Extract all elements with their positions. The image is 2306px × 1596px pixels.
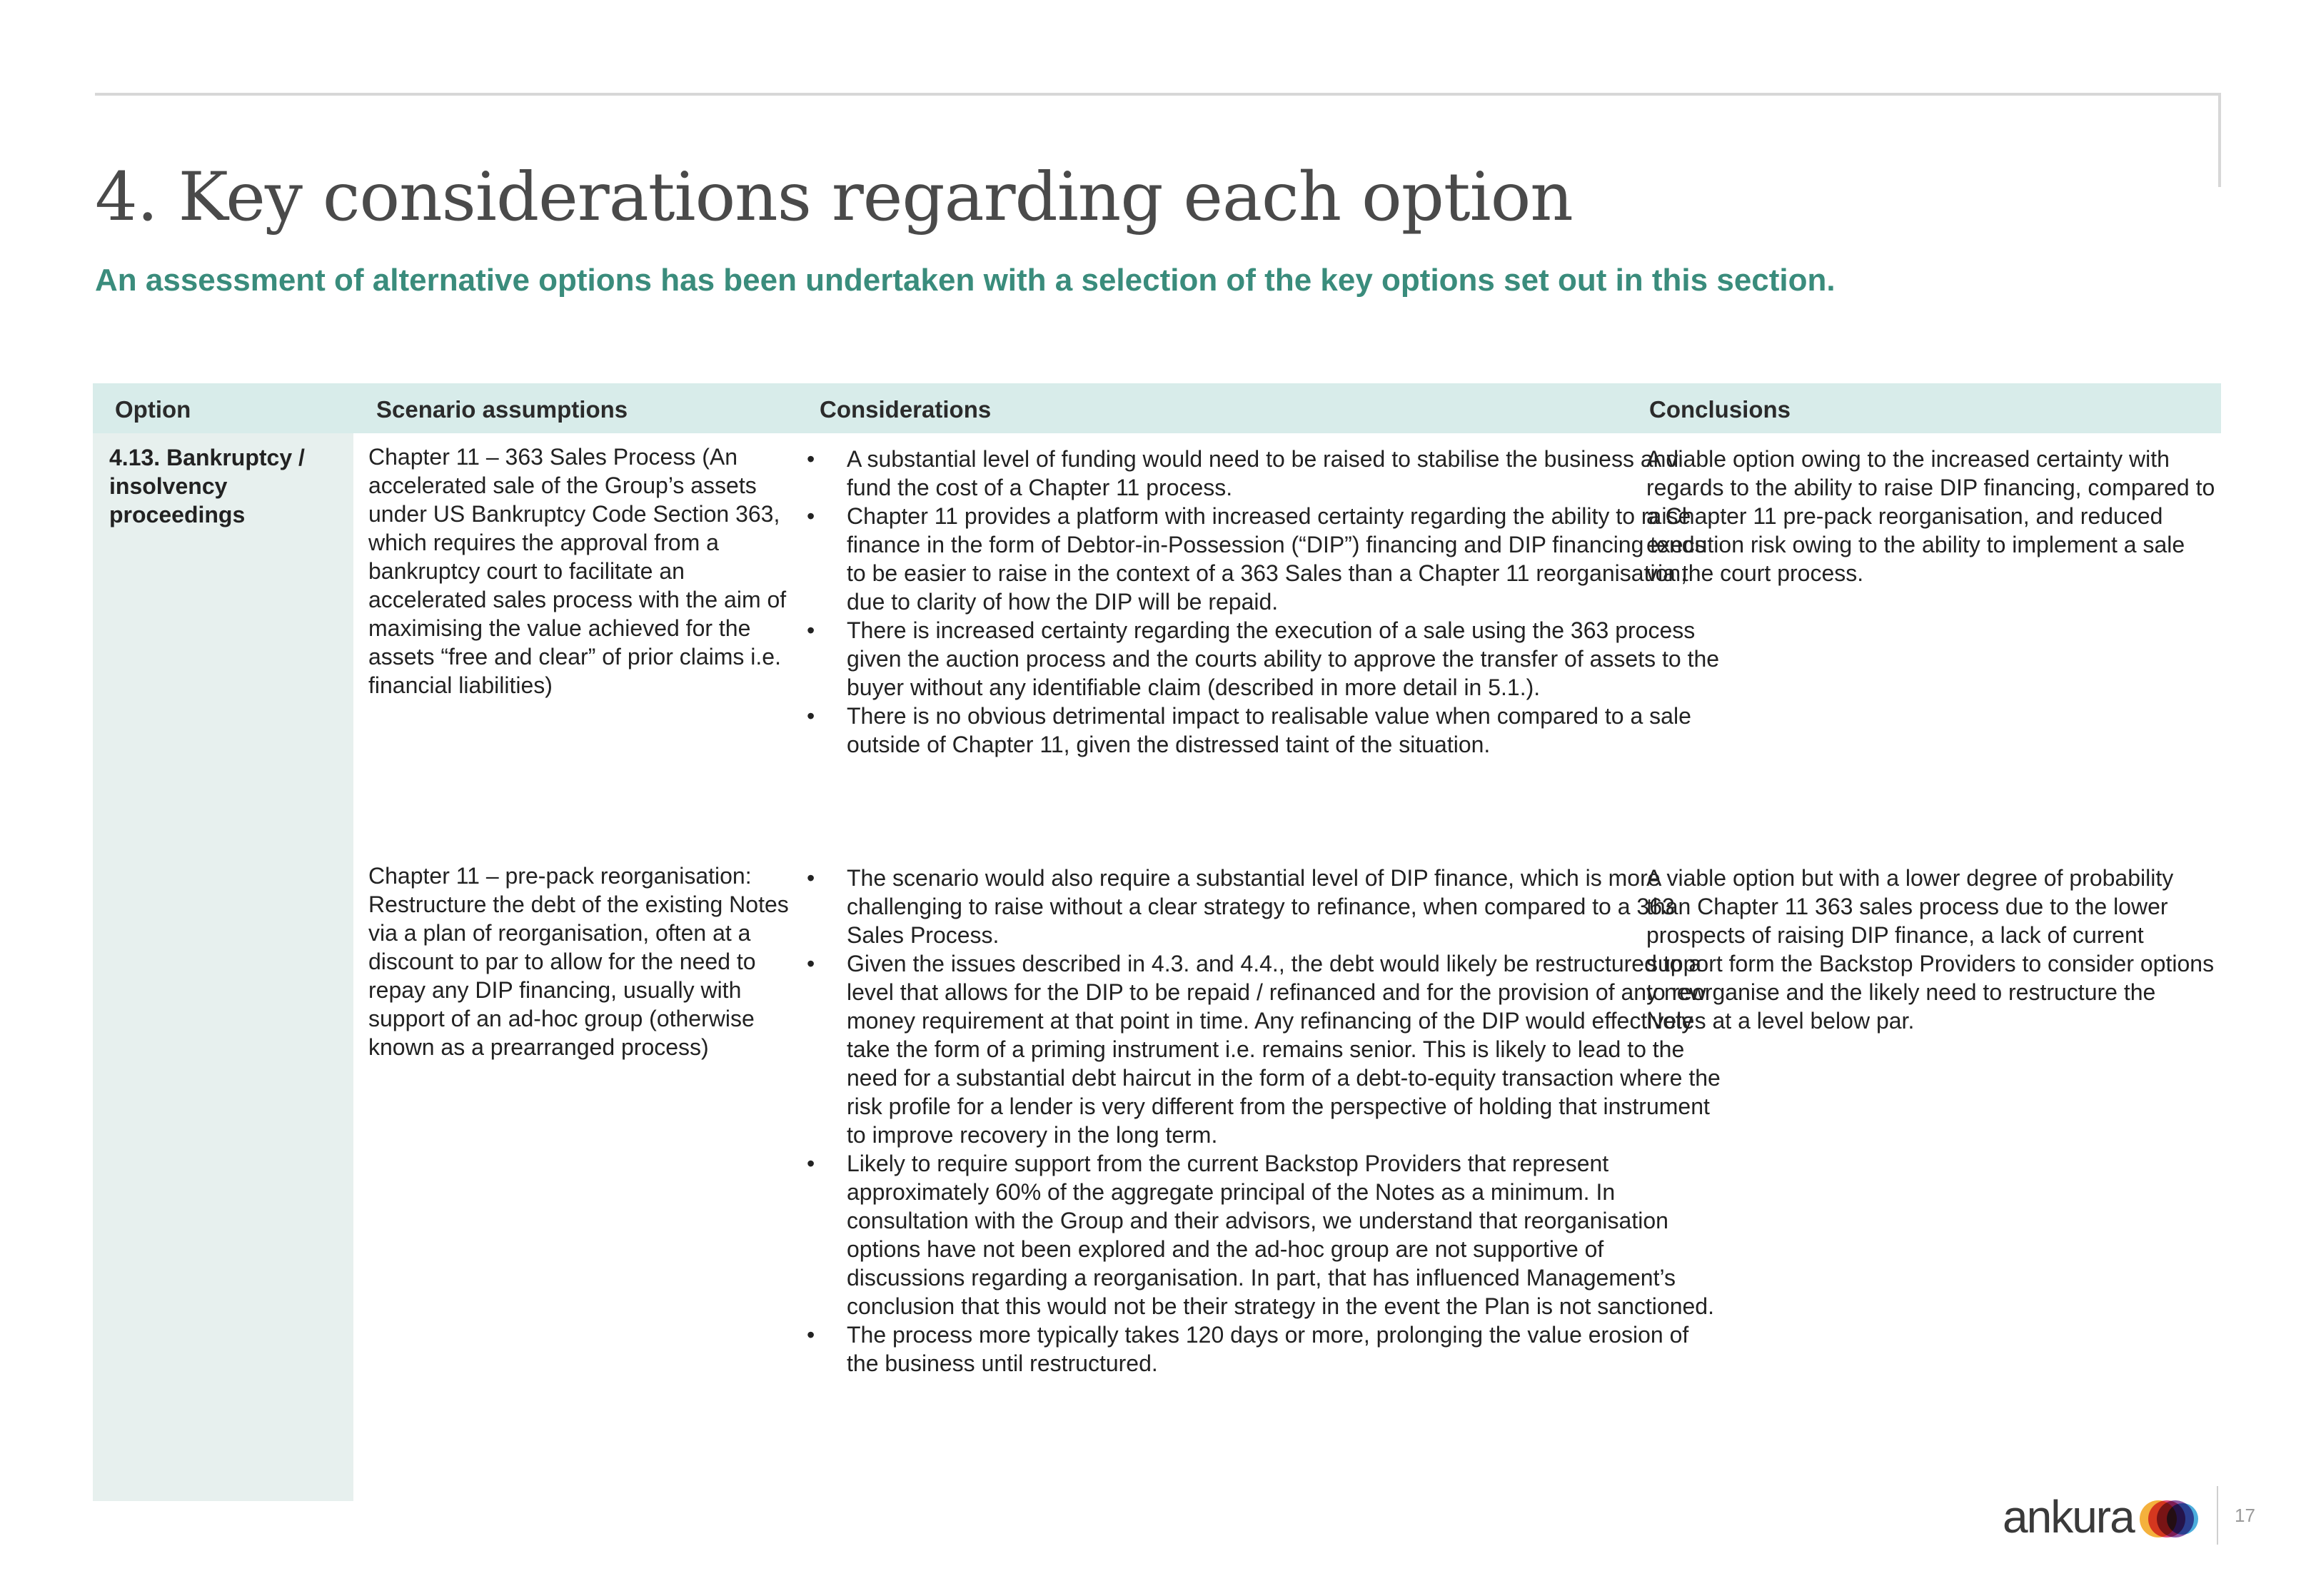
page-title: 4. Key considerations regarding each option xyxy=(95,158,1573,236)
list-item xyxy=(807,864,1721,949)
consideration-text: There is no obvious detrimental impact to realisable value when compared to a sale outside of Chapter 11, given the distressed taint of the situation. xyxy=(847,703,1691,757)
consideration-text: There is increased certainty regarding the execution of a sale using the 363 process given the auction process and the courts ability to approve the transfer of assets to the buyer without any identifiable claim (described in more detail in 5.1.). xyxy=(847,617,1720,700)
consideration-text: Given the issues described in 4.3. and 4.4., the debt would likely be restructured to a level that allows for the DIP to be repaid / refinanced and for the provision of any new money requirement at that point in time. Any refinancing of the DIP would effectively take the form of a priming instrument i.e. remains senior. This is likely to lead to the need for a substantial debt haircut in the form of a debt-to-equity transaction where the risk profile for a lender is very different from the perspective of holding that instrument to improve recovery in the long term. xyxy=(847,951,1721,1148)
bullet-icon: • xyxy=(807,503,815,529)
page-number: 17 xyxy=(2235,1505,2255,1526)
list-item xyxy=(807,1320,1721,1378)
list-item xyxy=(807,702,1721,759)
list-item xyxy=(807,1149,1721,1320)
conclusion: A viable option owing to the increased certainty with regards to the ability to raise DIP financing, compared to a Chapter 11 pre-pack reorganisation, and reduced execution risk owing to the ability to implement a sale via the court process. xyxy=(1646,446,2215,586)
list-item xyxy=(807,949,1721,1149)
header-scenario-assumptions: Scenario assumptions xyxy=(376,396,628,423)
consideration-text: The scenario would also require a substantial level of DIP finance, which is more challenging to raise without a clear strategy to refinance, when compared to a 363 Sales Process. xyxy=(847,865,1675,948)
header-considerations: Considerations xyxy=(820,396,992,423)
conclusion: A viable option but with a lower degree of probability than Chapter 11 363 sales process due to the lower prospects of raising DIP finance, a lack of current support form the Backstop Providers to consider options to reorganise and the likely need to restructure the Notes at a level below par. xyxy=(1646,865,2215,1034)
page-subtitle: An assessment of alternative options has been undertaken with a selection of the key options set out in this section. xyxy=(95,263,1836,298)
list-item xyxy=(807,445,1721,502)
list-item xyxy=(807,502,1721,616)
bullet-icon: • xyxy=(807,1322,815,1348)
top-divider xyxy=(95,93,2221,96)
consideration-text: Chapter 11 provides a platform with increased certainty regarding the ability to raise finance in the form of Debtor-in-Possession (“DIP”) financing and DIP financing tends to be easier to raise in the context of a 363 Sales than a Chapter 11 reorganisation, due to clarity of how the DIP will be repaid. xyxy=(847,503,1706,615)
scenario-assumption: Chapter 11 – 363 Sales Process (An accelerated sale of the Group’s assets under US Bankruptcy Code Section 363, which requires the approval from a bankruptcy court to facilitate an accelerated sales process with the aim of maximising the value achieved for the assets “free and clear” of prior claims i.e. financial liabilities) xyxy=(368,444,787,698)
option-label: 4.13. Bankruptcy / insolvency proceedings xyxy=(109,445,305,527)
header-conclusions: Conclusions xyxy=(1649,396,1791,423)
table-header xyxy=(93,383,2221,433)
list-item xyxy=(807,616,1721,702)
bullet-icon: • xyxy=(807,446,815,472)
considerations-list xyxy=(807,864,1721,1378)
bullet-icon: • xyxy=(807,703,815,729)
top-divider-corner xyxy=(2218,93,2221,187)
bullet-icon: • xyxy=(807,617,815,643)
option-column xyxy=(93,433,353,1501)
consideration-text: A substantial level of funding would need to be raised to stabilise the business and fund the cost of a Chapter 11 process. xyxy=(847,446,1679,500)
bullet-icon: • xyxy=(807,951,815,976)
bullet-icon: • xyxy=(807,1151,815,1176)
considerations-list xyxy=(807,445,1721,759)
bullet-icon: • xyxy=(807,865,815,891)
consideration-text: Likely to require support from the current Backstop Providers that represent approximately 60% of the aggregate principal of the Notes as a minimum. In consultation with the Group and their advisors, we understand that reorganisation options have not been explored and the ad-hoc group are not supportive of discussions regarding a reorganisation. In part, that has influenced Management’s conclusion that this would not be their strategy in the event the Plan is not sanctioned. xyxy=(847,1151,1714,1319)
scenario-assumption: Chapter 11 – pre-pack reorganisation: Restructure the debt of the existing Notes via a plan of reorganisation, often at a discount to par to allow for the need to repay any DIP financing, usually with support of an ad-hoc group (otherwise known as a prearranged process) xyxy=(368,863,789,1060)
ankura-logo xyxy=(2003,1493,2202,1545)
ankura-rings-icon xyxy=(2138,1496,2202,1542)
consideration-text: The process more typically takes 120 days or more, prolonging the value erosion of the business until restructured. xyxy=(847,1322,1689,1376)
header-option: Option xyxy=(115,396,191,423)
logo-wordmark: ankura xyxy=(2003,1491,2134,1542)
footer-divider xyxy=(2217,1486,2218,1545)
